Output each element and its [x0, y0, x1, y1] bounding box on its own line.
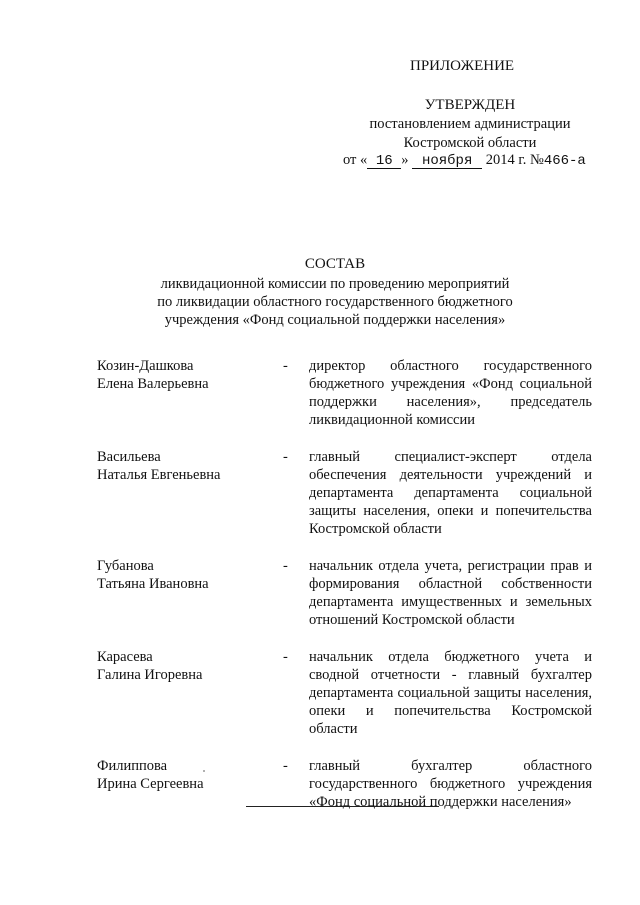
- member-dash: -: [283, 358, 288, 374]
- document-title: [120, 255, 550, 329]
- member-name: [97, 357, 277, 393]
- member-name: [97, 448, 277, 484]
- member-surname: Козин-Дашкова: [97, 358, 194, 374]
- title-line-2: по ликвидации областного государственного бюджетного: [157, 294, 513, 310]
- member-given-names: Галина Игоревна: [97, 667, 203, 683]
- member-role: директор областного государственного бюджетного учреждения «Фонд социальной поддержки населения», председатель ликвидационной комиссии: [309, 358, 592, 428]
- member-surname: Карасева: [97, 649, 153, 665]
- member-role: главный специалист-эксперт отдела обеспечения деятельности учреждений и департамента департамента социальной защиты населения, опеки и попечительства Костромской области: [309, 449, 592, 537]
- member-name: [97, 557, 277, 593]
- member-given-names: Елена Валерьевна: [97, 376, 209, 392]
- member-surname: Губанова: [97, 558, 154, 574]
- date-month: ноября: [412, 154, 482, 169]
- approved-label: УТВЕРЖДЕН: [424, 97, 516, 113]
- approval-block: [340, 96, 600, 153]
- date-mid: »: [401, 152, 409, 168]
- member-dash: -: [283, 558, 288, 574]
- member-row: [97, 757, 592, 811]
- member-given-names: Наталья Евгеньевна: [97, 467, 221, 483]
- member-row: [97, 557, 592, 629]
- member-surname: Филиппова: [97, 758, 168, 774]
- approved-by-line-2: Костромской области: [403, 135, 537, 151]
- member-dash: -: [283, 649, 288, 665]
- title-line-3: учреждения «Фонд социальной поддержки населения»: [164, 312, 506, 328]
- approved-by-line-1: постановлением администрации: [369, 116, 571, 132]
- closing-rule: [246, 806, 439, 807]
- member-row: [97, 357, 592, 429]
- member-dash: -: [283, 449, 288, 465]
- member-given-names: Ирина Сергеевна: [97, 776, 204, 792]
- member-role: начальник отдела бюджетного учета и сводной отчетности - главный бухгалтер департамента социальной защиты населения, опеки и попечительства Костромской области: [309, 649, 592, 737]
- member-role: главный бухгалтер областного государственного бюджетного учреждения «Фонд социальной поддержки населения»: [309, 758, 592, 810]
- title-line-1: ликвидационной комиссии по проведению мероприятий: [160, 276, 510, 292]
- date-prefix: от «: [343, 152, 368, 168]
- date-day: 16: [367, 154, 401, 169]
- scan-speck: [203, 770, 205, 772]
- date-year: 2014 г. №: [485, 152, 544, 168]
- member-name: [97, 757, 277, 793]
- member-given-names: Татьяна Ивановна: [97, 576, 209, 592]
- member-row: [97, 648, 592, 738]
- members-list: [97, 357, 592, 830]
- decree-number: 466-а: [543, 153, 586, 169]
- member-dash: -: [283, 758, 288, 774]
- member-name: [97, 648, 277, 684]
- member-role: начальник отдела учета, регистрации прав и формирования областной собственности департамента имущественных и земельных отношений Костромской области: [309, 558, 592, 628]
- title-heading: СОСТАВ: [304, 256, 366, 272]
- member-row: [97, 448, 592, 538]
- appendix-label: ПРИЛОЖЕНИЕ: [410, 58, 515, 74]
- decree-date-line: [343, 152, 586, 169]
- member-surname: Васильева: [97, 449, 161, 465]
